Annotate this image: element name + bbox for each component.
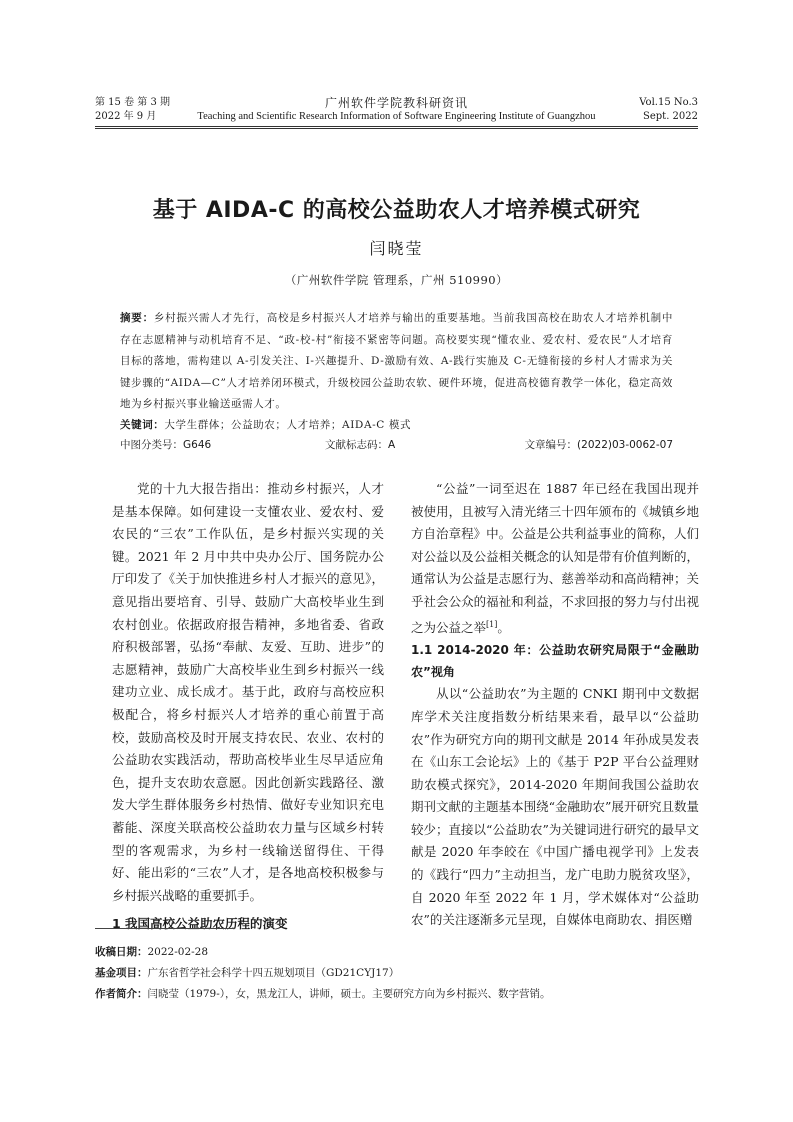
received-label: 收稿日期： <box>95 946 148 958</box>
clc-number: 中图分类号：G646 <box>120 439 212 451</box>
footnote-rule <box>95 928 235 929</box>
volume-en: Vol.15 No.3 <box>639 97 698 108</box>
header-center <box>95 96 698 124</box>
keywords <box>120 417 673 432</box>
body-column-left <box>112 478 384 935</box>
doc-code: 文献标志码：A <box>325 439 396 451</box>
footnote-fund <box>95 966 698 980</box>
paper-title: 基于 AIDA-C 的高校公益助农人才培养模式研究 <box>152 198 641 223</box>
footnote-author <box>95 987 698 1001</box>
journal-name-zh: 广州软件学院教科研资讯 <box>324 96 468 110</box>
fund-label: 基金项目： <box>95 967 148 979</box>
body-paragraph <box>411 478 699 639</box>
keywords-text: 大学生群体；公益助农；人才培养；AIDA-C 模式 <box>164 419 412 431</box>
paragraph-end: 。 <box>497 619 510 635</box>
abstract <box>120 308 673 416</box>
header-rule-thin <box>95 128 698 129</box>
section-heading: 1 我国高校公益助农历程的演变 <box>112 916 288 932</box>
volume-zh: 第 15 卷 第 3 期 <box>95 97 170 108</box>
article-number: 文章编号：(2022)03-0062-07 <box>524 439 673 451</box>
date-en: Sept. 2022 <box>643 111 698 122</box>
abstract-text: 乡村振兴需人才先行，高校是乡村振兴人才培养与输出的重要基地。当前我国高校在助农人才培养机制中存在志愿精神与动机培育不足、“政-校-村”衔接不紧密等问题。高校要实现“懂农业、爱农村、爱农民”人才培育目标的落地，需构建以 A-引发关注、I-兴趣提升、D-激励有效、A-践行实施及 C-无缝衔接的乡村人才需求为关键步骤的“AIDA—C”人才培养闭环模式，升级校园公益助农软、硬件环境，促进高校德育教学一体化，稳定高效地为乡村振兴事业输送亟需人才。 <box>120 312 673 410</box>
journal-name-en: Teaching and Scientific Research Information of Software Engineering Institute of Guangzhou <box>197 111 596 122</box>
date-zh: 2022 年 9 月 <box>95 111 157 122</box>
author-info-text: 闫晓莹（1979-），女，黑龙江人，讲师，硕士。主要研究方向为乡村振兴、数字营销。 <box>147 988 551 1000</box>
abstract-label: 摘要： <box>120 312 154 324</box>
keywords-label: 关键词： <box>120 419 165 431</box>
subsection-heading: 1.1 2014-2020 年：公益助农研究局限于“金融助农”视角 <box>411 643 699 680</box>
received-date: 2022-02-28 <box>147 946 209 958</box>
body-paragraph: 党的十九大报告指出：推动乡村振兴，人才是基本保障。如何建设一支懂农业、爱农村、爱农民的“三农”工作队伍，是乡村振兴实现的关键。2021 年 2 月中共中央办公厅、国务院办公厅印发了《关于加快推进乡村人才振兴的意见》，意见指出要培育、引导、鼓励广大高校毕业生到农村创业。依据政府报告精神，多地省委、省政府积极部署，弘扬“奉献、友爱、互助、进步”的志愿精神，鼓励广大高校毕业生到乡村振兴一线建功立业、成长成才。基于此，政府与高校应积极配合，将乡村振兴人才培养的重心前置于高校，鼓励高校及时开展支持农民、农业、农村的公益助农实践活动，帮助高校毕业生尽早适应角色，提升支农助农意愿。因此创新实践路径、激发大学生群体服务乡村热情、做好专业知识充电蓄能、深度关联高校公益助农力量与区域乡村转型的客观需求，为乡村一线输送留得住、干得好、能出彩的“三农”人才，是各地高校积极参与乡村振兴战略的重要抓手。 <box>112 481 384 903</box>
citation: [1] <box>486 619 498 629</box>
body-paragraph: 从以“公益助农”为主题的 CNKI 期刊中文数据库学术关注度指数分析结果来看，最早以“公益助农”作为研究方向的期刊文献是 2014 年孙成昊发表在《山东工会论坛》上的《基于 P2P 平台公益理财助农模式探究》，2014-2020 年期间我国公益助农期刊文献的主题基本围绕“金融助农”展开研究且数量较少；直接以“公益助农”为关键词进行研究的最早文献是 2020 年李皎在《中国广播电视学刊》上发表的《践行“四力”主动担当，龙广电助力脱贫攻坚》，自 2020 年至 2022 年 1 月，学术媒体对“公益助农”的关注逐渐多元呈现，自媒体电商助农、捐医赠 <box>411 686 699 928</box>
header-right <box>639 96 698 124</box>
author-info-label: 作者简介： <box>95 988 148 1000</box>
body-column-right <box>411 478 699 932</box>
header-rule <box>95 126 698 127</box>
fund-text: 广东省哲学社会科学十四五规划项目（GD21CYJ17） <box>147 967 400 979</box>
footnote-received <box>95 945 698 959</box>
affiliation: （广州软件学院 管理系，广州 510990） <box>284 273 509 287</box>
author-name: 闫晓莹 <box>369 239 424 258</box>
running-header <box>95 96 698 126</box>
paragraph-text: “公益”一词至迟在 1887 年已经在我国出现并被使用，且被写入清光绪三十四年颁布的《城镇乡地方自治章程》中。公益是公共利益事业的简称，人们对公益以及公益相关概念的认知是带有价值判断的，通常认为公益是志愿行为、慈善举动和高尚精神；关乎社会公众的福祉和利益，不求回报的努力与付出视之为公益之举 <box>411 481 699 635</box>
